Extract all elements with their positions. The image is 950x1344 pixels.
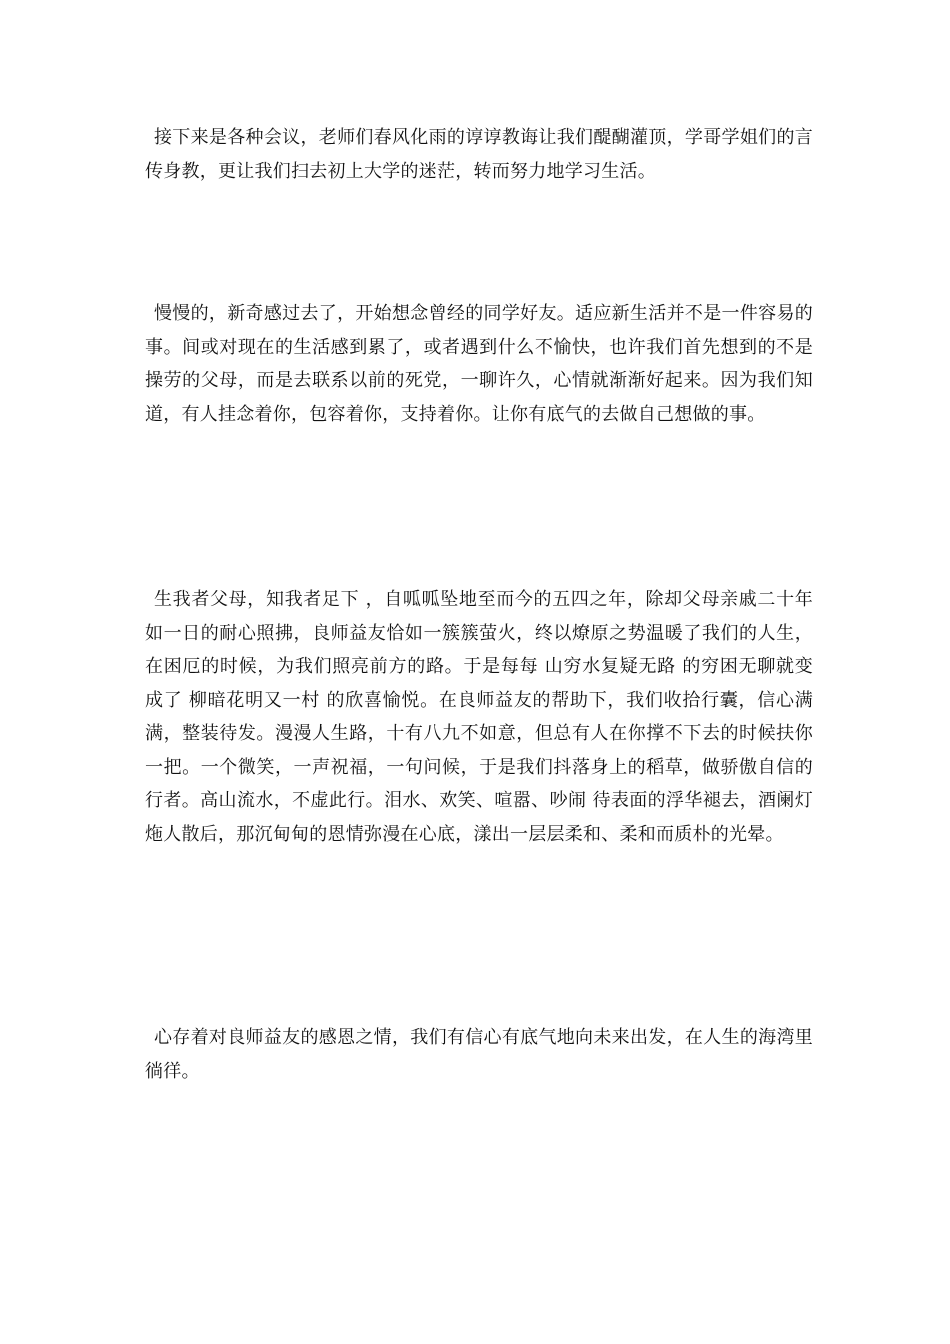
paragraph-missing-friends: 慢慢的，新奇感过去了，开始想念曾经的同学好友。适应新生活并不是一件容易的事。间或对现在的生活感到累了，或者遇到什么不愉快，也许我们首先想到的不是操劳的父母，而是去联系以前的死党，一聊许久，心情就渐渐好起来。因为我们知道，有人挂念着你，包容着你，支持着你。让你有底气的去做自己想做的事。: [145, 303, 813, 425]
paragraph-gratitude: 心存着对良师益友的感恩之情，我们有信心有底气地向未来出发，在人生的海湾里徜徉。: [145, 1027, 813, 1082]
paragraph-mentors-and-friends: 生我者父母，知我者足下 ，自呱呱坠地至而今的五四之年，除却父母亲戚二十年如一日的耐心照拂，良师益友恰如一簇簇萤火，终以燎原之势温暖了我们的人生，在困厄的时候，为我们照亮前方的路。于是每每 山穷水复疑无路 的穷困无聊就变成了 柳暗花明又一村 的欣喜愉悦。在良师益友的帮助下，我们收拾行囊，信心满满，整装待发。漫漫人生路，十有八九不如意，但总有人在你撑不下去的时候扶你一把。一个微笑，一声祝福，一句问候，于是我们抖落身上的稻草，做骄傲自信的行者。高山流水，不虚此行。泪水、欢笑、喧嚣、吵闹 待表面的浮华褪去，酒阑灯炧人散后，那沉甸甸的恩情弥漫在心底，漾出一层层柔和、柔和而质朴的光晕。: [145, 589, 813, 845]
paragraph-meetings: 接下来是各种会议，老师们春风化雨的谆谆教诲让我们醍醐灌顶，学哥学姐们的言传身教，更让我们扫去初上大学的迷茫，转而努力地学习生活。: [145, 127, 813, 182]
